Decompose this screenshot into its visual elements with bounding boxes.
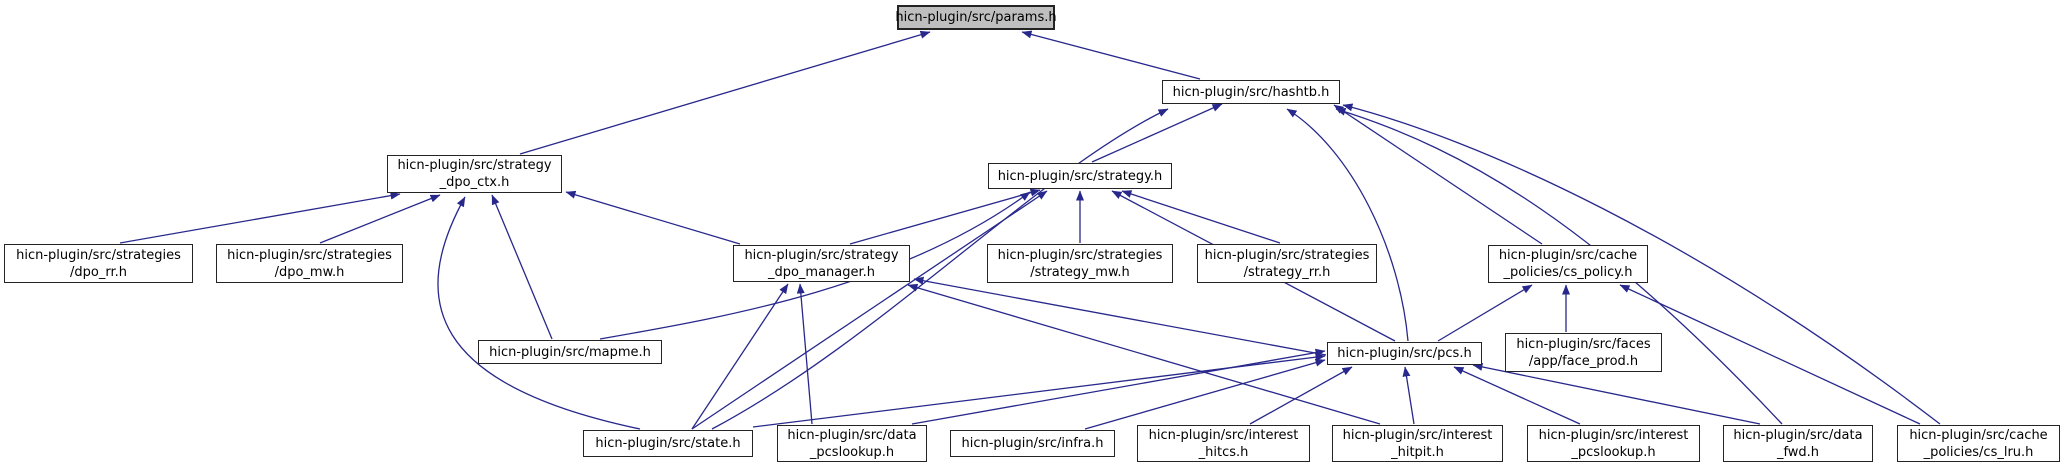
edge-state-to-dpo_manager — [692, 284, 788, 429]
node-label-line: hicn-plugin/src/faces — [1516, 336, 1651, 352]
node-label-line: _hitpit.h — [1391, 444, 1444, 460]
edge-dpo_manager-to-dpo_ctx — [566, 192, 740, 244]
node-label-line: _fwd.h — [1776, 444, 1820, 460]
node-label-line: hicn-plugin/src/cache — [1909, 427, 2048, 443]
graph-node-data_fwd[interactable] — [1723, 425, 1873, 462]
node-label-line: _hitcs.h — [1198, 444, 1249, 460]
graph-node-dpo_mw[interactable] — [216, 244, 403, 283]
node-label-line: hicn-plugin/src/strategies — [997, 247, 1163, 263]
graph-node-hashtb[interactable] — [1162, 80, 1340, 104]
graph-node-data_pcslookup[interactable] — [777, 425, 927, 462]
graph-node-face_prod[interactable] — [1505, 333, 1662, 372]
edge-pcs-to-dpo_manager — [914, 279, 1326, 355]
graph-node-interest_hitcs[interactable] — [1137, 425, 1310, 462]
node-label-line: hicn-plugin/src/strategies — [1204, 247, 1370, 263]
node-label-line: hicn-plugin/src/mapme.h — [489, 344, 651, 360]
node-label-line: _dpo_manager.h — [767, 264, 876, 280]
graph-node-params[interactable] — [897, 5, 1055, 30]
graph-node-strategy_rr[interactable] — [1197, 244, 1377, 283]
graph-node-dpo_ctx[interactable] — [387, 155, 562, 193]
edge-strategy-to-hashtb — [1092, 104, 1222, 162]
node-label-line: hicn-plugin/src/interest — [1148, 427, 1299, 443]
node-label-line: /strategy_mw.h — [1030, 264, 1130, 280]
edge-state-to-dpo_ctx — [438, 197, 640, 429]
edge-hashtb-to-params — [1022, 32, 1200, 79]
edge-data_pcslookup-to-pcs — [912, 351, 1325, 424]
edge-interest_hitpit-to-dpo_manager — [908, 285, 1380, 424]
edge-dpo_mw-to-dpo_ctx — [320, 195, 440, 243]
graph-node-strategy[interactable] — [988, 163, 1172, 189]
graph-node-interest_hitpit[interactable] — [1332, 425, 1503, 462]
edge-dpo_rr-to-dpo_ctx — [120, 194, 400, 243]
graph-node-interest_pcslookup[interactable] — [1527, 425, 1700, 462]
node-label-line: hicn-plugin/src/strategies — [16, 247, 181, 263]
node-label-line: hicn-plugin/src/pcs.h — [1337, 346, 1472, 361]
graph-node-cs_lru[interactable] — [1897, 425, 2060, 462]
edge-cs_lru-to-cs_policy — [1620, 285, 1920, 424]
graph-node-strategy_mw[interactable] — [987, 244, 1173, 283]
node-label-line: _pcslookup.h — [809, 444, 895, 460]
edge-data_pcslookup-to-dpo_manager — [800, 284, 812, 424]
graph-node-dpo_manager[interactable] — [733, 245, 910, 282]
node-label-line: hicn-plugin/src/data — [1733, 427, 1863, 443]
node-label-line: hicn-plugin/src/interest — [1538, 427, 1689, 443]
graph-node-dpo_rr[interactable] — [4, 244, 193, 283]
graph-node-cs_policy[interactable] — [1488, 245, 1648, 283]
edge-mapme-to-dpo_ctx — [492, 195, 552, 339]
node-label-line: hicn-plugin/src/strategy.h — [997, 168, 1163, 184]
node-label-line: hicn-plugin/src/interest — [1342, 427, 1493, 443]
node-label-line: /app/face_prod.h — [1528, 353, 1639, 369]
node-label-line: _policies/cs_policy.h — [1503, 265, 1633, 280]
edge-dpo_manager-to-strategy — [850, 190, 1040, 244]
node-label-line: _policies/cs_lru.h — [1923, 444, 2034, 460]
node-label-line: _pcslookup.h — [1571, 444, 1656, 460]
node-label-line: /strategy_rr.h — [1243, 264, 1331, 280]
node-label-line: _dpo_ctx.h — [439, 175, 510, 190]
edge-interest_hitcs-to-pcs — [1250, 367, 1352, 424]
node-label-line: hicn-plugin/src/params.h — [895, 10, 1057, 25]
node-label-line: /dpo_mw.h — [274, 264, 345, 280]
graph-node-mapme[interactable] — [478, 340, 662, 364]
node-label-line: hicn-plugin/src/state.h — [595, 436, 741, 451]
node-label-line: hicn-plugin/src/data — [787, 427, 917, 443]
edge-interest_hitpit-to-pcs — [1405, 367, 1414, 424]
graph-node-infra[interactable] — [950, 430, 1115, 457]
edge-interest_pcslookup-to-pcs — [1454, 367, 1580, 424]
edge-dpo_ctx-to-params — [520, 32, 930, 154]
graph-node-state[interactable] — [583, 430, 753, 457]
edge-strategy_rr-to-strategy — [1122, 191, 1280, 243]
node-label-line: hicn-plugin/src/hashtb.h — [1172, 84, 1330, 100]
graph-node-pcs[interactable] — [1327, 342, 1482, 365]
node-label-line: hicn-plugin/src/strategies — [227, 247, 392, 263]
node-label-line: hicn-plugin/src/infra.h — [961, 436, 1104, 451]
node-label-line: hicn-plugin/src/strategy — [744, 247, 899, 263]
edge-cs_policy-to-hashtb — [1334, 105, 1542, 244]
edge-pcs-to-hashtb — [1287, 109, 1408, 341]
node-label-line: /dpo_rr.h — [70, 264, 127, 280]
node-label-line: hicn-plugin/src/strategy — [397, 158, 552, 173]
node-label-line: hicn-plugin/src/cache — [1498, 248, 1638, 263]
